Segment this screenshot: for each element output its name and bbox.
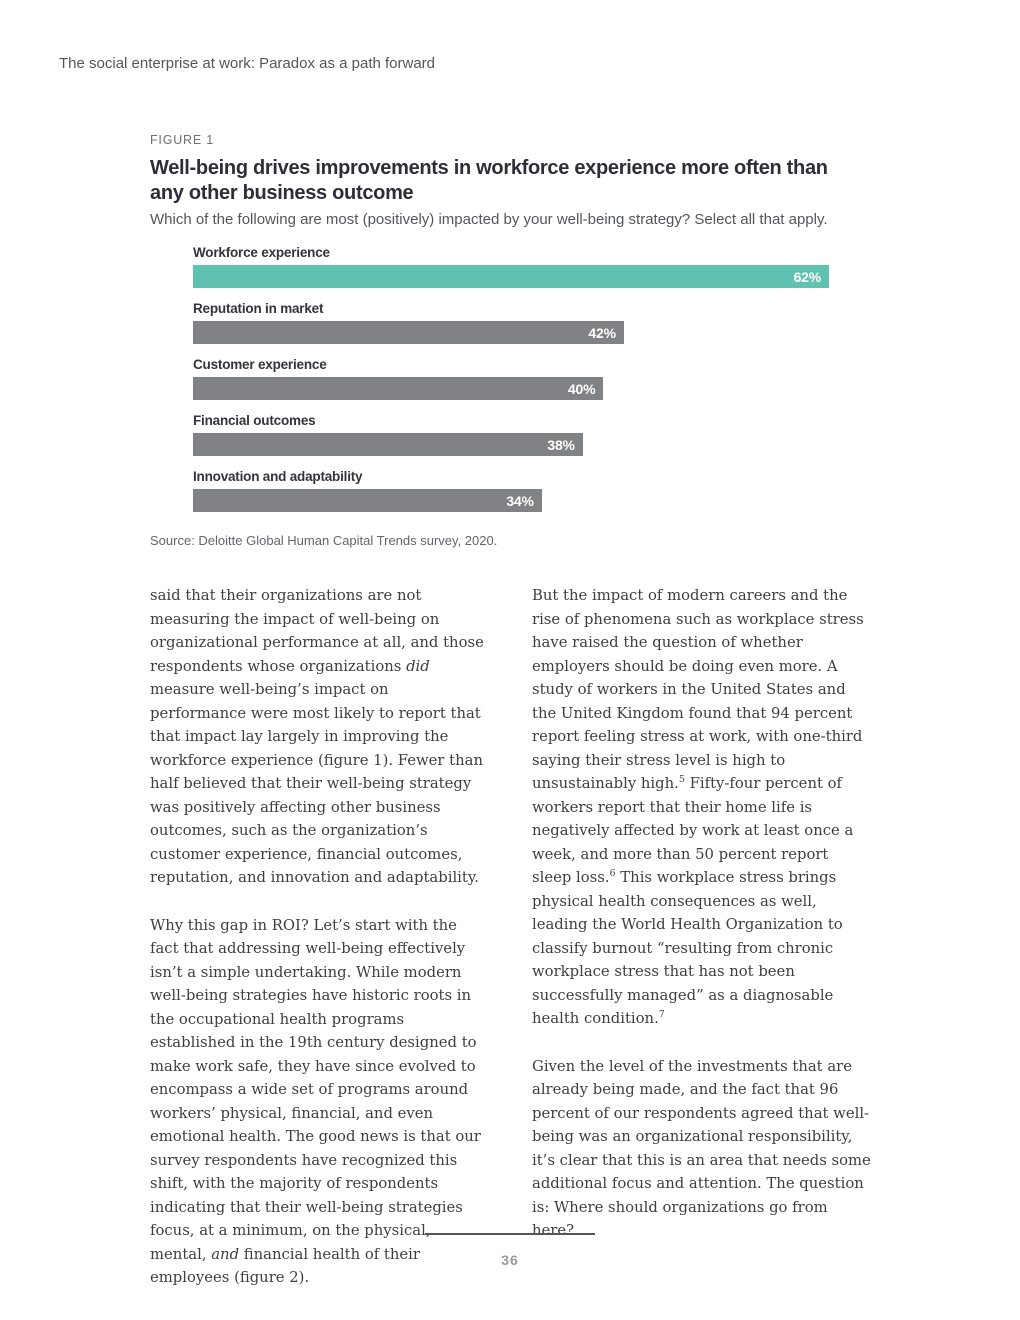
body-text	[150, 584, 875, 1314]
page-footer	[0, 1222, 1020, 1268]
bar	[193, 321, 624, 344]
bar-category-label: Reputation in market	[193, 301, 324, 316]
bar-category-label: Customer experience	[193, 357, 327, 372]
figure-number-label: FIGURE 1	[150, 133, 215, 147]
bar-value-label: 38%	[547, 436, 575, 453]
figure-title: Well-being drives improvements in workforce experience more often than any other business outcome	[150, 157, 828, 204]
bar-group	[193, 469, 829, 512]
bar-category-label: Financial outcomes	[193, 413, 316, 428]
footer-divider	[425, 1233, 595, 1235]
bar-track	[193, 433, 829, 456]
running-header: The social enterprise at work: Paradox as a path forward	[59, 55, 436, 72]
bar	[193, 265, 829, 288]
bar	[193, 489, 542, 512]
bar-category-label: Workforce experience	[193, 245, 330, 260]
bar-chart	[193, 245, 829, 512]
page-content	[150, 133, 875, 1314]
bar-group	[193, 413, 829, 456]
bar-value-label: 40%	[567, 380, 596, 397]
page-number: 36	[501, 1252, 519, 1268]
body-left-column	[150, 584, 489, 1314]
bar	[193, 433, 583, 456]
bar-track	[193, 489, 829, 512]
bar-track	[193, 377, 829, 400]
bar-track	[193, 265, 829, 288]
body-right-column	[532, 584, 871, 1314]
figure-subtitle: Which of the following are most (positively) impacted by your well-being strategy? Select all that apply.	[150, 211, 828, 228]
bar-value-label: 42%	[588, 324, 616, 341]
body-paragraph: said that their organizations are not measuring the impact of well-being on organizational performance at all, and those respondents whose organizations did measure well-being’s impact on performance were most likely to report that that impact lay largely in improving the workforce experience (figure 1). Fewer than half believed that their well-being strategy was positively affecting other business outcomes, such as the organization’s customer experience, financial outcomes, reputation, and innovation and adaptability.	[150, 587, 484, 886]
figure-source: Source: Deloitte Global Human Capital Trends survey, 2020.	[150, 533, 498, 548]
bar-group	[193, 245, 829, 288]
bar-category-label: Innovation and adaptability	[193, 469, 363, 484]
body-paragraph: Given the level of the investments that are already being made, and the fact that 96 percent of our respondents agreed that well-being was an organizational responsibility, it’s clear that this is an area that needs some additional focus and attention. The question is: Where should organizations go from here?	[532, 1057, 871, 1239]
body-paragraph: Why this gap in ROI? Let’s start with the fact that addressing well-being effectively isn’t a simple undertaking. While modern well-being strategies have historic roots in the occupational health programs established in the 19th century designed to make work safe, they have since evolved to encompass a wide set of programs around workers’ physical, financial, and even emotional health. The good news is that our survey respondents have recognized this shift, with the majority of respondents indicating that their well-being strategies focus, at a minimum, on the physical, mental, and financial health of their employees (figure 2).	[150, 916, 481, 1286]
bar-track	[193, 321, 829, 344]
body-paragraph: But the impact of modern careers and the rise of phenomena such as workplace stress have raised the question of whether employers should be doing even more. A study of workers in the United States and the United Kingdom found that 94 percent report feeling stress at work, with one-third saying their stress level is high to unsustainably high.$^5$ Fifty-four percent of workers report that their home life is negatively affected by work at least once a week, and more than 50 percent report sleep loss.$^6$ This workplace stress brings physical health consequences as well, leading the World Health Organization to classify burnout “resulting from chronic workplace stress that has not been successfully managed” as a diagnosable health condition.$^7$	[532, 587, 864, 1027]
bar-group	[193, 301, 829, 344]
bar-group	[193, 357, 829, 400]
bar	[193, 377, 603, 400]
bar-value-label: 34%	[506, 492, 534, 509]
bar-value-label: 62%	[793, 268, 821, 285]
